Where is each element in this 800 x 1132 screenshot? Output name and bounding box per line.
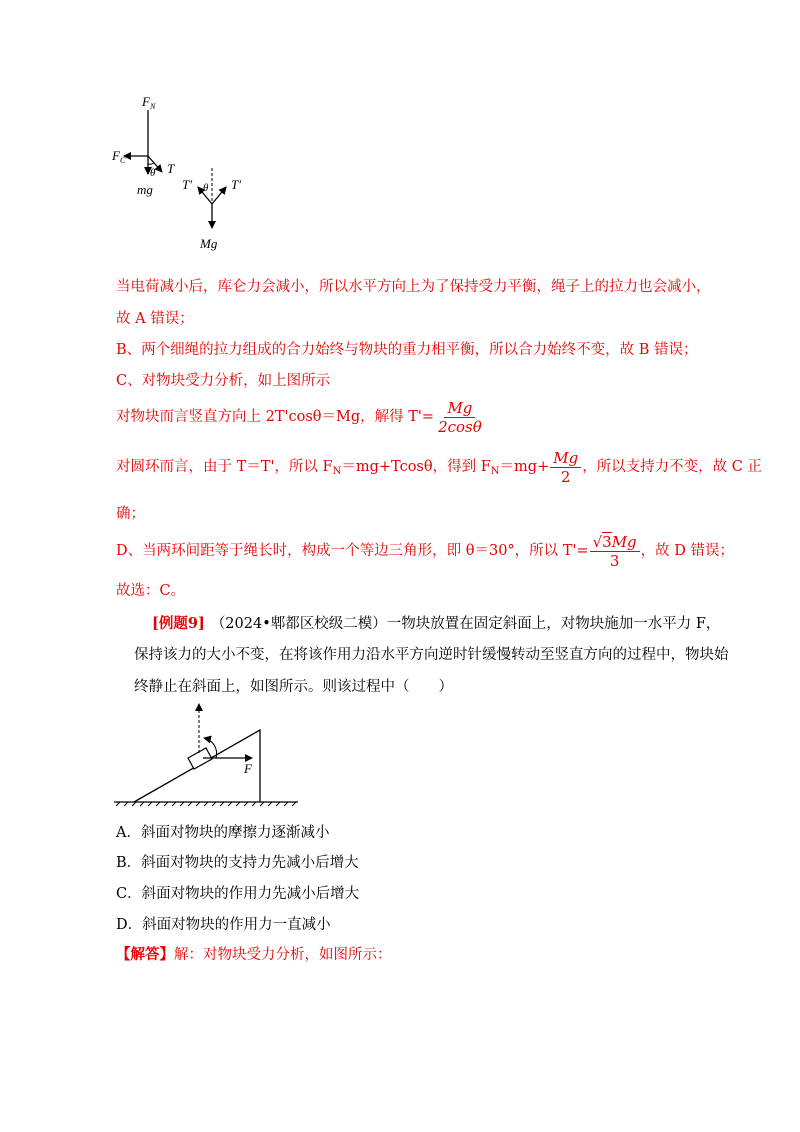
- eq3-numerator: √3Mg: [590, 533, 640, 552]
- incline-figure: [112, 698, 312, 810]
- eq1-denominator: 2cosθ: [438, 417, 482, 436]
- eq3-fraction: [590, 533, 640, 570]
- option-b: B．斜面对物块的支持力先减小后增大: [116, 855, 359, 871]
- solution-line-1: 当电荷减小后，库仑力会减小，所以水平方向上为了保持受力平衡，绳子上的拉力也会减小，: [116, 279, 711, 295]
- eq2-denominator: 2: [560, 467, 571, 486]
- fn-label: $F_N$: [142, 94, 156, 111]
- answer-tag: 【解答】: [116, 946, 174, 963]
- eq3-denominator: 3: [609, 551, 620, 570]
- example-source: （2024•郫都区校级二模）一物块放置在固定斜面上，对物块施加一水平力 F，: [210, 616, 721, 632]
- solution-line-9: 故选：C。: [116, 583, 186, 599]
- option-a: A．斜面对物块的摩擦力逐渐减小: [116, 825, 330, 841]
- theta-arc: [148, 163, 154, 164]
- theta-label-2: θ: [203, 182, 209, 194]
- eq3-text-b: ，故 D 错误；: [640, 543, 735, 559]
- answer-text: 解：对物块受力分析，如图所示：: [174, 947, 392, 963]
- example-line-2: 保持该力的大小不变，在将该作用力沿水平方向逆时针缓慢转动至竖直方向的过程中，物块始: [134, 647, 729, 663]
- solution-line-5: [116, 398, 486, 436]
- answer-line: [116, 945, 392, 965]
- theta-label: θ: [150, 167, 156, 179]
- eq2-text-c: ＝mg+: [499, 459, 550, 475]
- t-prime-left-label: T′: [182, 177, 193, 192]
- solution-line-4: C、对物块受力分析，如上图所示: [116, 373, 331, 389]
- t-prime-right-arrow: [212, 187, 226, 204]
- solution-line-6: [116, 448, 762, 491]
- eq1-numerator: Mg: [444, 399, 475, 418]
- eq1-fraction: [435, 399, 485, 436]
- option-c: C．斜面对物块的作用力先减小后增大: [116, 886, 360, 902]
- mg-label: mg: [137, 182, 153, 197]
- eq2-text-b: ＝mg+Tcosθ，得到 F: [341, 459, 491, 475]
- example-line-1: [152, 614, 720, 634]
- eq1-text: 对物块而言竖直方向上 2T'cosθ＝Mg，解得 T'=: [116, 409, 435, 425]
- example-line-3: 终静止在斜面上，如图所示。则该过程中（ ）: [134, 679, 453, 695]
- solution-line-3: B、两个细绳的拉力组成的合力始终与物块的重力相平衡，所以合力始终不变，故 B 错误；: [116, 342, 698, 358]
- t-prime-right-label: T′: [231, 177, 242, 192]
- eq3-text-a: D、当两环间距等于绳长时，构成一个等边三角形，即 θ＝30°，所以 T'=: [116, 543, 589, 559]
- example-tag: [例题9]: [152, 615, 205, 632]
- fc-label: $F_C$: [112, 148, 126, 165]
- eq2-sub-1: N: [332, 466, 342, 477]
- solution-line-8: [116, 532, 734, 570]
- option-d: D．斜面对物块的作用力一直减小: [116, 917, 331, 933]
- f-label: F: [244, 761, 252, 776]
- t-label: T: [167, 161, 175, 176]
- mg-big-label: Mg: [200, 236, 218, 251]
- eq2-fraction: [550, 449, 581, 486]
- solution-line-2: 故 A 错误；: [116, 311, 194, 327]
- solution-line-7: 确；: [116, 506, 145, 522]
- eq2-numerator: Mg: [550, 449, 581, 468]
- eq2-sub-2: N: [490, 466, 500, 477]
- eq2-text-d: ，所以支持力不变，故 C 正: [582, 459, 762, 475]
- eq2-text-a: 对圆环而言，由于 T＝T'，所以 F: [116, 459, 333, 475]
- force-diagram-figure: [100, 88, 280, 258]
